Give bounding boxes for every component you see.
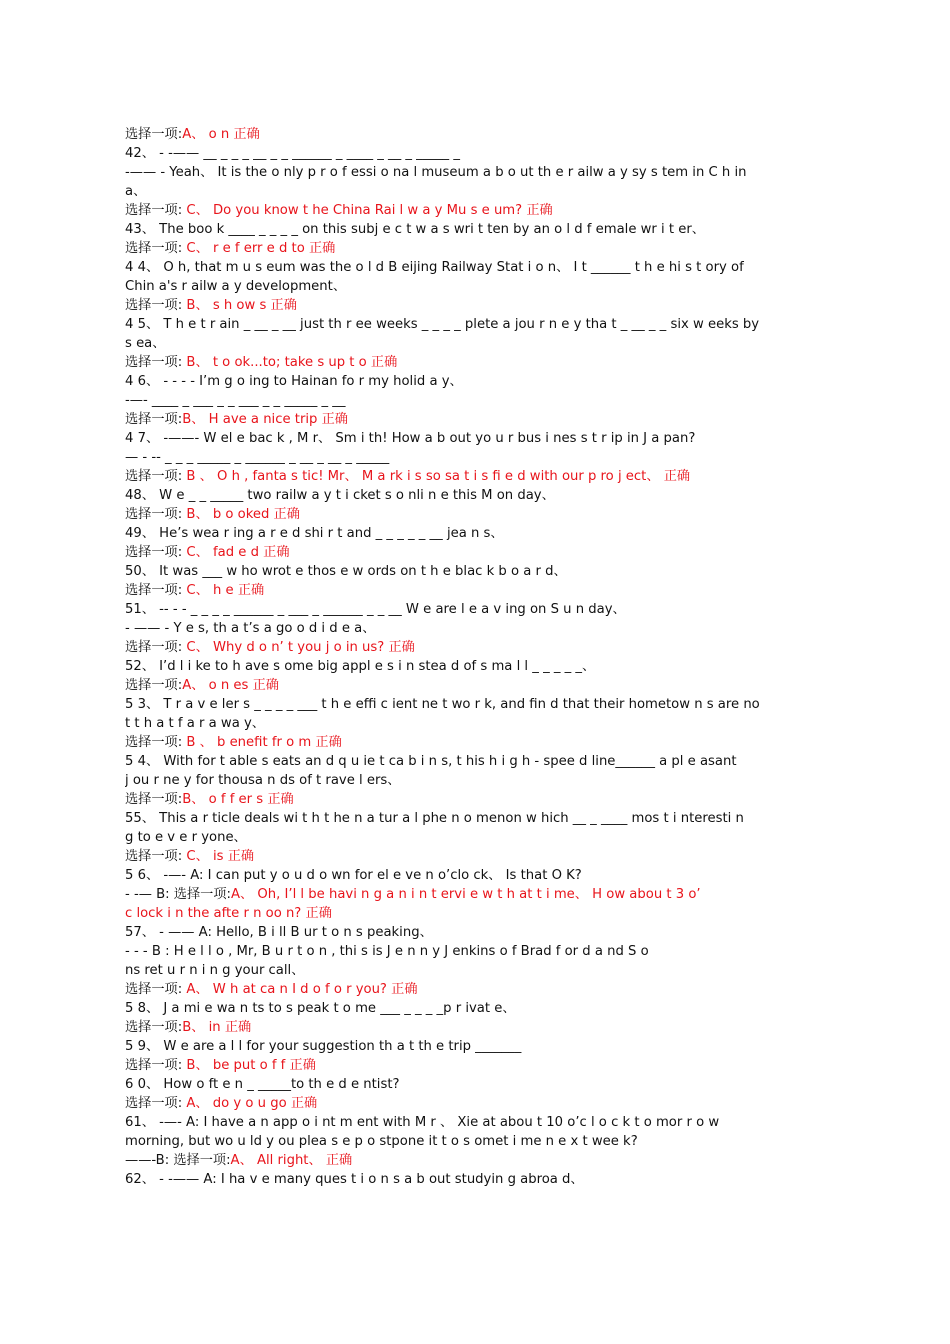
text-line — [125, 125, 885, 144]
line-text: 选择一项: — [125, 355, 187, 370]
answer-text: B、 in 正确 — [182, 1020, 252, 1035]
text-line — [125, 904, 885, 923]
text-line — [125, 1037, 885, 1056]
line-text: 50、 It was ___ w ho wrot e thos e w ords on t h e blac k b o a r d、 — [125, 564, 567, 579]
text-line — [125, 809, 885, 828]
text-line — [125, 980, 885, 999]
line-text: 42、 - -—— __ _ _ _ __ _ _ ______ _ ____ _ __ _ _____ _ — [125, 146, 460, 161]
text-line — [125, 885, 885, 904]
line-text: 43、 The boo k ____ _ _ _ _ on this subj e c t w a s wri t ten by an o l d f emale wr i t er、 — [125, 222, 705, 237]
line-text: - —— - Y e s, th a t’s a go o d i d e a、 — [125, 621, 376, 636]
line-text: a、 — [125, 184, 147, 199]
answer-text: c lock i n the afte r n oo n? 正确 — [125, 906, 332, 921]
line-text: g to e v e r yone、 — [125, 830, 247, 845]
line-text: 选择一项: — [125, 735, 187, 750]
line-text: - -— B: 选择一项: — [125, 887, 231, 902]
text-line — [125, 999, 885, 1018]
text-line — [125, 581, 885, 600]
line-text: 选择一项: — [125, 1096, 187, 1111]
answer-text: C、 r e f err e d to 正确 — [186, 241, 336, 256]
answer-text: A、 All right、 正确 — [230, 1153, 353, 1168]
answer-text: A、 W h at ca n I d o f o r you? 正确 — [186, 982, 418, 997]
answer-text: B、 H ave a nice trip 正确 — [182, 412, 348, 427]
line-text: 62、 - -—— A: I ha v e many ques t i o n s a b out studyin g abroa d、 — [125, 1172, 584, 1187]
answer-text: C、 h e 正确 — [186, 583, 265, 598]
text-line — [125, 714, 885, 733]
line-text: -—- ____ _ ___ _ _ ___ _ _ _____ _ __ — [125, 393, 346, 408]
text-line — [125, 752, 885, 771]
text-line — [125, 201, 885, 220]
line-text: ns ret u r n i n g your call、 — [125, 963, 305, 978]
line-text: 选择一项: — [125, 849, 187, 864]
answer-text: B 、 b enefit fr o m 正确 — [186, 735, 342, 750]
line-text: 选择一项: — [125, 469, 187, 484]
text-line — [125, 163, 885, 182]
line-text: 4 7、 -——- W el e bac k , M r、 Sm i th! How a b out yo u r bus i nes s t r ip in J a pan? — [125, 431, 696, 446]
line-text: 选择一项: — [125, 640, 187, 655]
text-line — [125, 429, 885, 448]
document-page — [125, 125, 885, 1189]
text-line — [125, 239, 885, 258]
text-line — [125, 486, 885, 505]
line-text: 选择一项: — [125, 241, 187, 256]
text-line — [125, 676, 885, 695]
text-line — [125, 1094, 885, 1113]
line-text: 6 0、 How o ft e n _ _____to th e d e ntist? — [125, 1077, 400, 1092]
text-line — [125, 315, 885, 334]
line-text: — - -- _ _ _ _____ _ ______ _ __ _ __ _ _____ — [125, 450, 390, 465]
line-text: 57、 - —— A: Hello, B i ll B ur t o n s peaking、 — [125, 925, 433, 940]
line-text: 选择一项: — [125, 1058, 187, 1073]
line-text: 48、 W e _ _ _____ two railw a y t i cket s o nli n e this M on day、 — [125, 488, 555, 503]
text-line — [125, 866, 885, 885]
text-line — [125, 353, 885, 372]
line-text: t t h a t f a r a wa y、 — [125, 716, 265, 731]
text-line — [125, 296, 885, 315]
text-line — [125, 1170, 885, 1189]
answer-text: B、 b o oked 正确 — [186, 507, 300, 522]
line-text: 4 4、 O h, that m u s eum was the o l d B eijing Railway Stat i o n、 I t ______ t h e hi s t ory of — [125, 260, 744, 275]
text-line — [125, 1132, 885, 1151]
text-line — [125, 1018, 885, 1037]
line-text: morning, but wo u ld y ou plea s e p o stpone it t o s omet i me n e x t wee k? — [125, 1134, 638, 1149]
line-text: 选择一项: — [125, 507, 187, 522]
text-line — [125, 524, 885, 543]
text-line — [125, 695, 885, 714]
line-text: 选择一项: — [125, 792, 183, 807]
line-text: Chin a's r ailw a y development、 — [125, 279, 346, 294]
text-line — [125, 733, 885, 752]
line-text: 5 9、 W e are a l l for your suggestion th a t th e trip _______ — [125, 1039, 522, 1054]
answer-text: A、 Oh, I’l l be havi n g a n i n t ervi e w t h at t i me、 H ow abou t 3 o’ — [230, 887, 701, 902]
line-text: ——-B: 选择一项: — [125, 1153, 231, 1168]
text-line — [125, 372, 885, 391]
text-line — [125, 258, 885, 277]
text-line — [125, 1056, 885, 1075]
line-text: 选择一项: — [125, 203, 187, 218]
line-text: s ea、 — [125, 336, 166, 351]
answer-text: C、 Why d o n’ t you j o in us? 正确 — [186, 640, 415, 655]
text-line — [125, 961, 885, 980]
text-line — [125, 1075, 885, 1094]
line-text: 5 8、 J a mi e wa n ts to s peak t o me ___ _ _ _ _p r ivat e、 — [125, 1001, 516, 1016]
line-text: 选择一项: — [125, 412, 183, 427]
text-line — [125, 334, 885, 353]
line-text: 4 6、 - - - - I’m g o ing to Hainan fo r my holid a y、 — [125, 374, 463, 389]
answer-text: C、 Do you know t he China Rai l w a y Mu s e um? 正确 — [186, 203, 553, 218]
text-line — [125, 467, 885, 486]
answer-text: B 、 O h , fanta s tic! Mr、 M a rk i s so sa t i s fi e d with our p ro j ect、 正确 — [186, 469, 691, 484]
line-text: j ou r ne y for thousa n ds of t rave l ers、 — [125, 773, 401, 788]
text-line — [125, 144, 885, 163]
text-line — [125, 828, 885, 847]
answer-text: B、 o f f er s 正确 — [182, 792, 294, 807]
answer-text: B、 be put o f f 正确 — [186, 1058, 316, 1073]
line-text: 61、 -—- A: I have a n app o i nt m ent with M r 、 Xie at abou t 10 o’c l o c k t o mor r o w — [125, 1115, 720, 1130]
answer-text: A、 o n es 正确 — [182, 678, 279, 693]
text-line — [125, 182, 885, 201]
text-line — [125, 600, 885, 619]
text-line — [125, 790, 885, 809]
line-text: 选择一项: — [125, 298, 187, 313]
line-text: 51、 -- - - _ _ _ _ ______ _ ___ _ ______ _ _ __ W e are l e a v ing on S u n day、 — [125, 602, 626, 617]
line-text: 4 5、 T h e t r ain _ __ _ __ just th r ee weeks _ _ _ _ plete a jou r n e y tha t _ __ _ _ six w eeks by — [125, 317, 760, 332]
text-line — [125, 505, 885, 524]
text-line — [125, 942, 885, 961]
text-line — [125, 619, 885, 638]
text-line — [125, 657, 885, 676]
answer-text: C、 is 正确 — [186, 849, 255, 864]
line-text: 5 6、 -—- A: I can put y o u d o wn for el e ve n o’clo ck、 Is that O K? — [125, 868, 582, 883]
line-text: 选择一项: — [125, 545, 187, 560]
text-line — [125, 638, 885, 657]
text-line — [125, 220, 885, 239]
line-text: 选择一项: — [125, 678, 183, 693]
line-text: 49、 He’s wea r ing a r e d shi r t and _ _ _ _ _ __ jea n s、 — [125, 526, 504, 541]
answer-text: A、 o n 正确 — [182, 127, 260, 142]
answer-text: B、 t o ok...to; take s up t o 正确 — [186, 355, 398, 370]
line-text: 55、 This a r ticle deals wi t h t he n a tur a l phe n o menon w hich __ _ ____ mos t i nteresti n — [125, 811, 744, 826]
answer-text: A、 do y o u go 正确 — [186, 1096, 318, 1111]
text-line — [125, 391, 885, 410]
text-line — [125, 448, 885, 467]
line-text: 选择一项: — [125, 1020, 183, 1035]
line-text: 52、 I’d l i ke to h ave s ome big appl e s i n stea d of s ma l l _ _ _ _ _、 — [125, 659, 596, 674]
line-text: 选择一项: — [125, 982, 187, 997]
text-line — [125, 1151, 885, 1170]
text-line — [125, 847, 885, 866]
line-text: -—— - Yeah、 It is the o nly p r o f essi o na l museum a b o ut th e r ailw a y sy s tem in C h in — [125, 165, 747, 180]
text-line — [125, 1113, 885, 1132]
text-line — [125, 543, 885, 562]
line-text: 5 3、 T r a v e ler s _ _ _ _ ___ t h e effi c ient ne t wo r k, and fin d that their hometow n s are no — [125, 697, 760, 712]
answer-text: B、 s h ow s 正确 — [186, 298, 297, 313]
text-line — [125, 277, 885, 296]
line-text: 5 4、 With for t able s eats an d q u ie t ca b i n s, t his h i g h - spee d line______ a pl e asant — [125, 754, 737, 769]
text-line — [125, 410, 885, 429]
answer-text: C、 fad e d 正确 — [186, 545, 290, 560]
line-text: - - - B : H e l l o , Mr, B u r t o n , thi s is J e n n y J enkins o f Brad f or d a nd S o — [125, 944, 649, 959]
line-text: 选择一项: — [125, 583, 187, 598]
text-line — [125, 562, 885, 581]
line-text: 选择一项: — [125, 127, 183, 142]
text-line — [125, 923, 885, 942]
text-line — [125, 771, 885, 790]
